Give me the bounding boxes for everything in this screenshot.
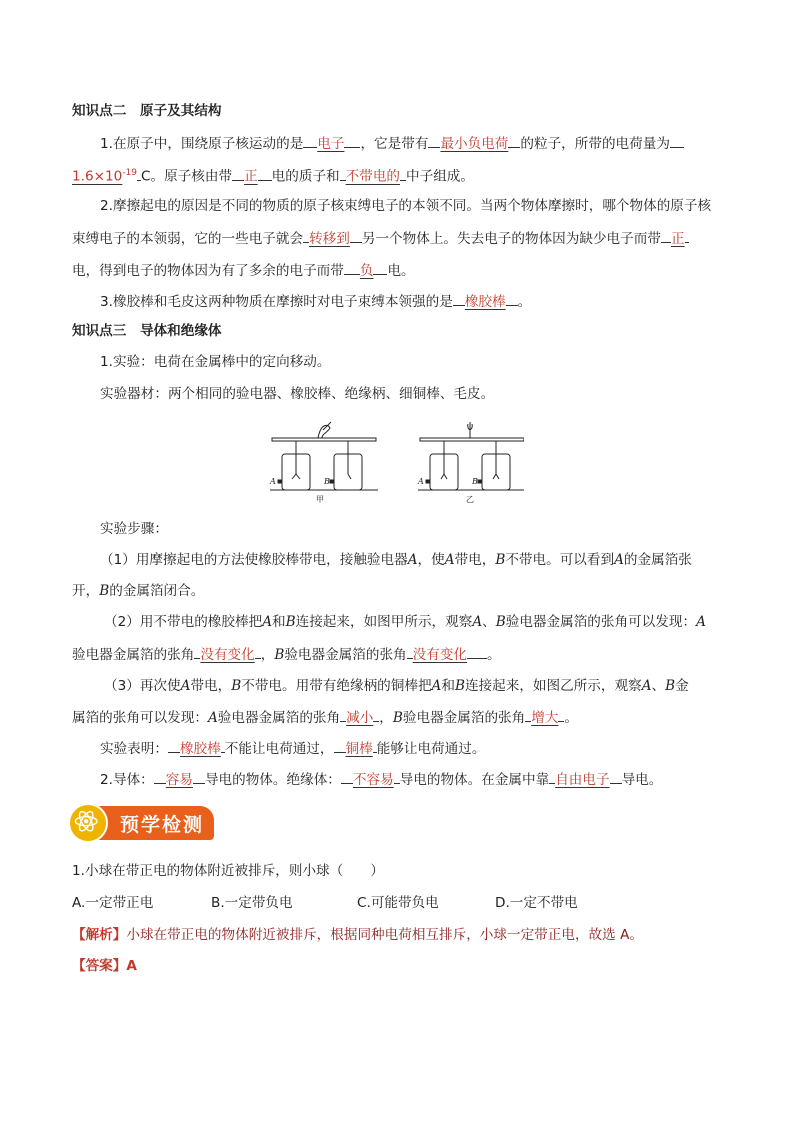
label-A: A (418, 477, 424, 486)
answer-blank: 铜棒 (345, 741, 373, 757)
analysis-text: 小球在带正电的物体附近被排斥，根据同种电荷相互排斥，小球一定带正电，故选 A。 (126, 927, 643, 943)
steps-title: 实验步骤： (100, 521, 168, 537)
answer-blank: 1.6×10 (72, 168, 123, 185)
kp2-line-2: $1.6\times 10^{-19}$ C。原子核由带 正 电的质子和 不带电的 中子组成。 (72, 163, 728, 187)
figure-yi (418, 422, 524, 490)
conclusion-line: 实验表明： 橡胶棒 不能让电荷通过， 铜棒 能够让电荷通过。 (100, 738, 728, 759)
label-A: A (270, 477, 276, 486)
step-2-line-a: （2）用不带电的橡胶棒把A和B连接起来，如图甲所示，观察A、B验电器金属箔的张角可以发现：A (104, 614, 706, 630)
section-title-kp3: 知识点三 导体和绝缘体 (72, 323, 222, 339)
kp2-line-3: 2.摩擦起电的原因是不同的物质的原子核束缚电子的本领不同。当两个物体摩擦时，哪个物体的原子核 (100, 198, 712, 214)
section-title-kp2: 知识点二 原子及其结构 (72, 103, 222, 119)
answer-blank: 没有变化 (412, 647, 468, 663)
answer-blank: 容易 (165, 772, 193, 788)
label-yi: 乙 (466, 495, 474, 504)
step-2-line-b: 验电器金属箔的张角 没有变化 ，B验电器金属箔的张角 没有变化 。 (72, 644, 728, 665)
step-1-line-b: 开，B的金属箔闭合。 (72, 583, 205, 599)
kp2-line-4: 束缚电子的本领弱，它的一些电子就会 转移到 另一个物体上。失去电子的物体因为缺少电子而带 正 (72, 228, 728, 249)
answer-value: A (126, 958, 137, 974)
answer-blank: 增大 (531, 710, 559, 726)
label-B: B (472, 477, 478, 486)
question-1-answer (72, 956, 728, 976)
atom-icon (68, 803, 108, 843)
answer-blank: 最小负电荷 (440, 136, 509, 152)
kp3-line-3: 2.导体： 容易 导电的物体。绝缘体： 不容易 导电的物体。在金属中靠 自由电子 导电。 (100, 769, 728, 790)
banner-label: 预学检测 (120, 814, 205, 836)
answer-blank: 正 (244, 168, 258, 185)
question-1-stem: 1.小球在带正电的物体附近被排斥，则小球（ ） (72, 863, 385, 879)
option-d: D.一定不带电 (495, 895, 578, 911)
option-a: A.一定带正电 (72, 895, 154, 911)
answer-blank: 电子 (317, 136, 345, 152)
answer-blank: 橡胶棒 (464, 294, 506, 310)
answer-blank: 减小 (346, 710, 374, 726)
kp3-line-1: 1.实验：电荷在金属棒中的定向移动。 (100, 354, 331, 370)
kp2-line-1: 1.在原子中，围绕原子核运动的是 电子 ，它是带有 最小负电荷 的粒子，所带的电荷量为 (100, 133, 728, 154)
answer-tag: 【答案】 (72, 958, 127, 974)
option-c: C.可能带负电 (357, 895, 439, 911)
answer-blank: 自由电子 (555, 772, 610, 788)
answer-blank: 橡胶棒 (179, 741, 221, 757)
option-b: B.一定带负电 (211, 895, 293, 911)
kp2-line-5: 电，得到电子的物体因为有了多余的电子而带 负 电。 (72, 260, 728, 281)
answer-blank: 不容易 (352, 772, 394, 788)
question-1-analysis (72, 925, 728, 945)
analysis-tag: 【解析】 (72, 927, 127, 943)
section-banner (68, 803, 214, 843)
label-B: B (324, 477, 330, 486)
kp2-line-6: 3.橡胶棒和毛皮这两种物质在摩擦时对电子束缚本领强的是 橡胶棒 。 (100, 291, 728, 312)
kp3-line-2: 实验器材：两个相同的验电器、橡胶棒、绝缘柄、细铜棒、毛皮。 (100, 386, 495, 402)
label-jia: 甲 (316, 495, 324, 504)
electroscope-figure (268, 418, 524, 506)
step-3-line-a: （3）再次使A带电，B不带电。用带有绝缘柄的铜棒把A和B连接起来，如图乙所示，观察A、B金 (104, 678, 689, 694)
answer-blank: 转移到 (309, 231, 350, 247)
answer-blank: 负 (359, 263, 374, 279)
answer-blank: 没有变化 (200, 647, 255, 663)
answer-blank: 不带电的 (345, 168, 401, 185)
step-1-line-a: （1）用摩擦起电的方法使橡胶棒带电，接触验电器A，使A带电，B不带电。可以看到A的金属箔张 (100, 552, 692, 568)
answer-blank: 正 (670, 231, 685, 247)
step-3-line-b: 属箔的张角可以发现：A验电器金属箔的张角 减小 ，B验电器金属箔的张角 增大 。 (72, 707, 728, 728)
